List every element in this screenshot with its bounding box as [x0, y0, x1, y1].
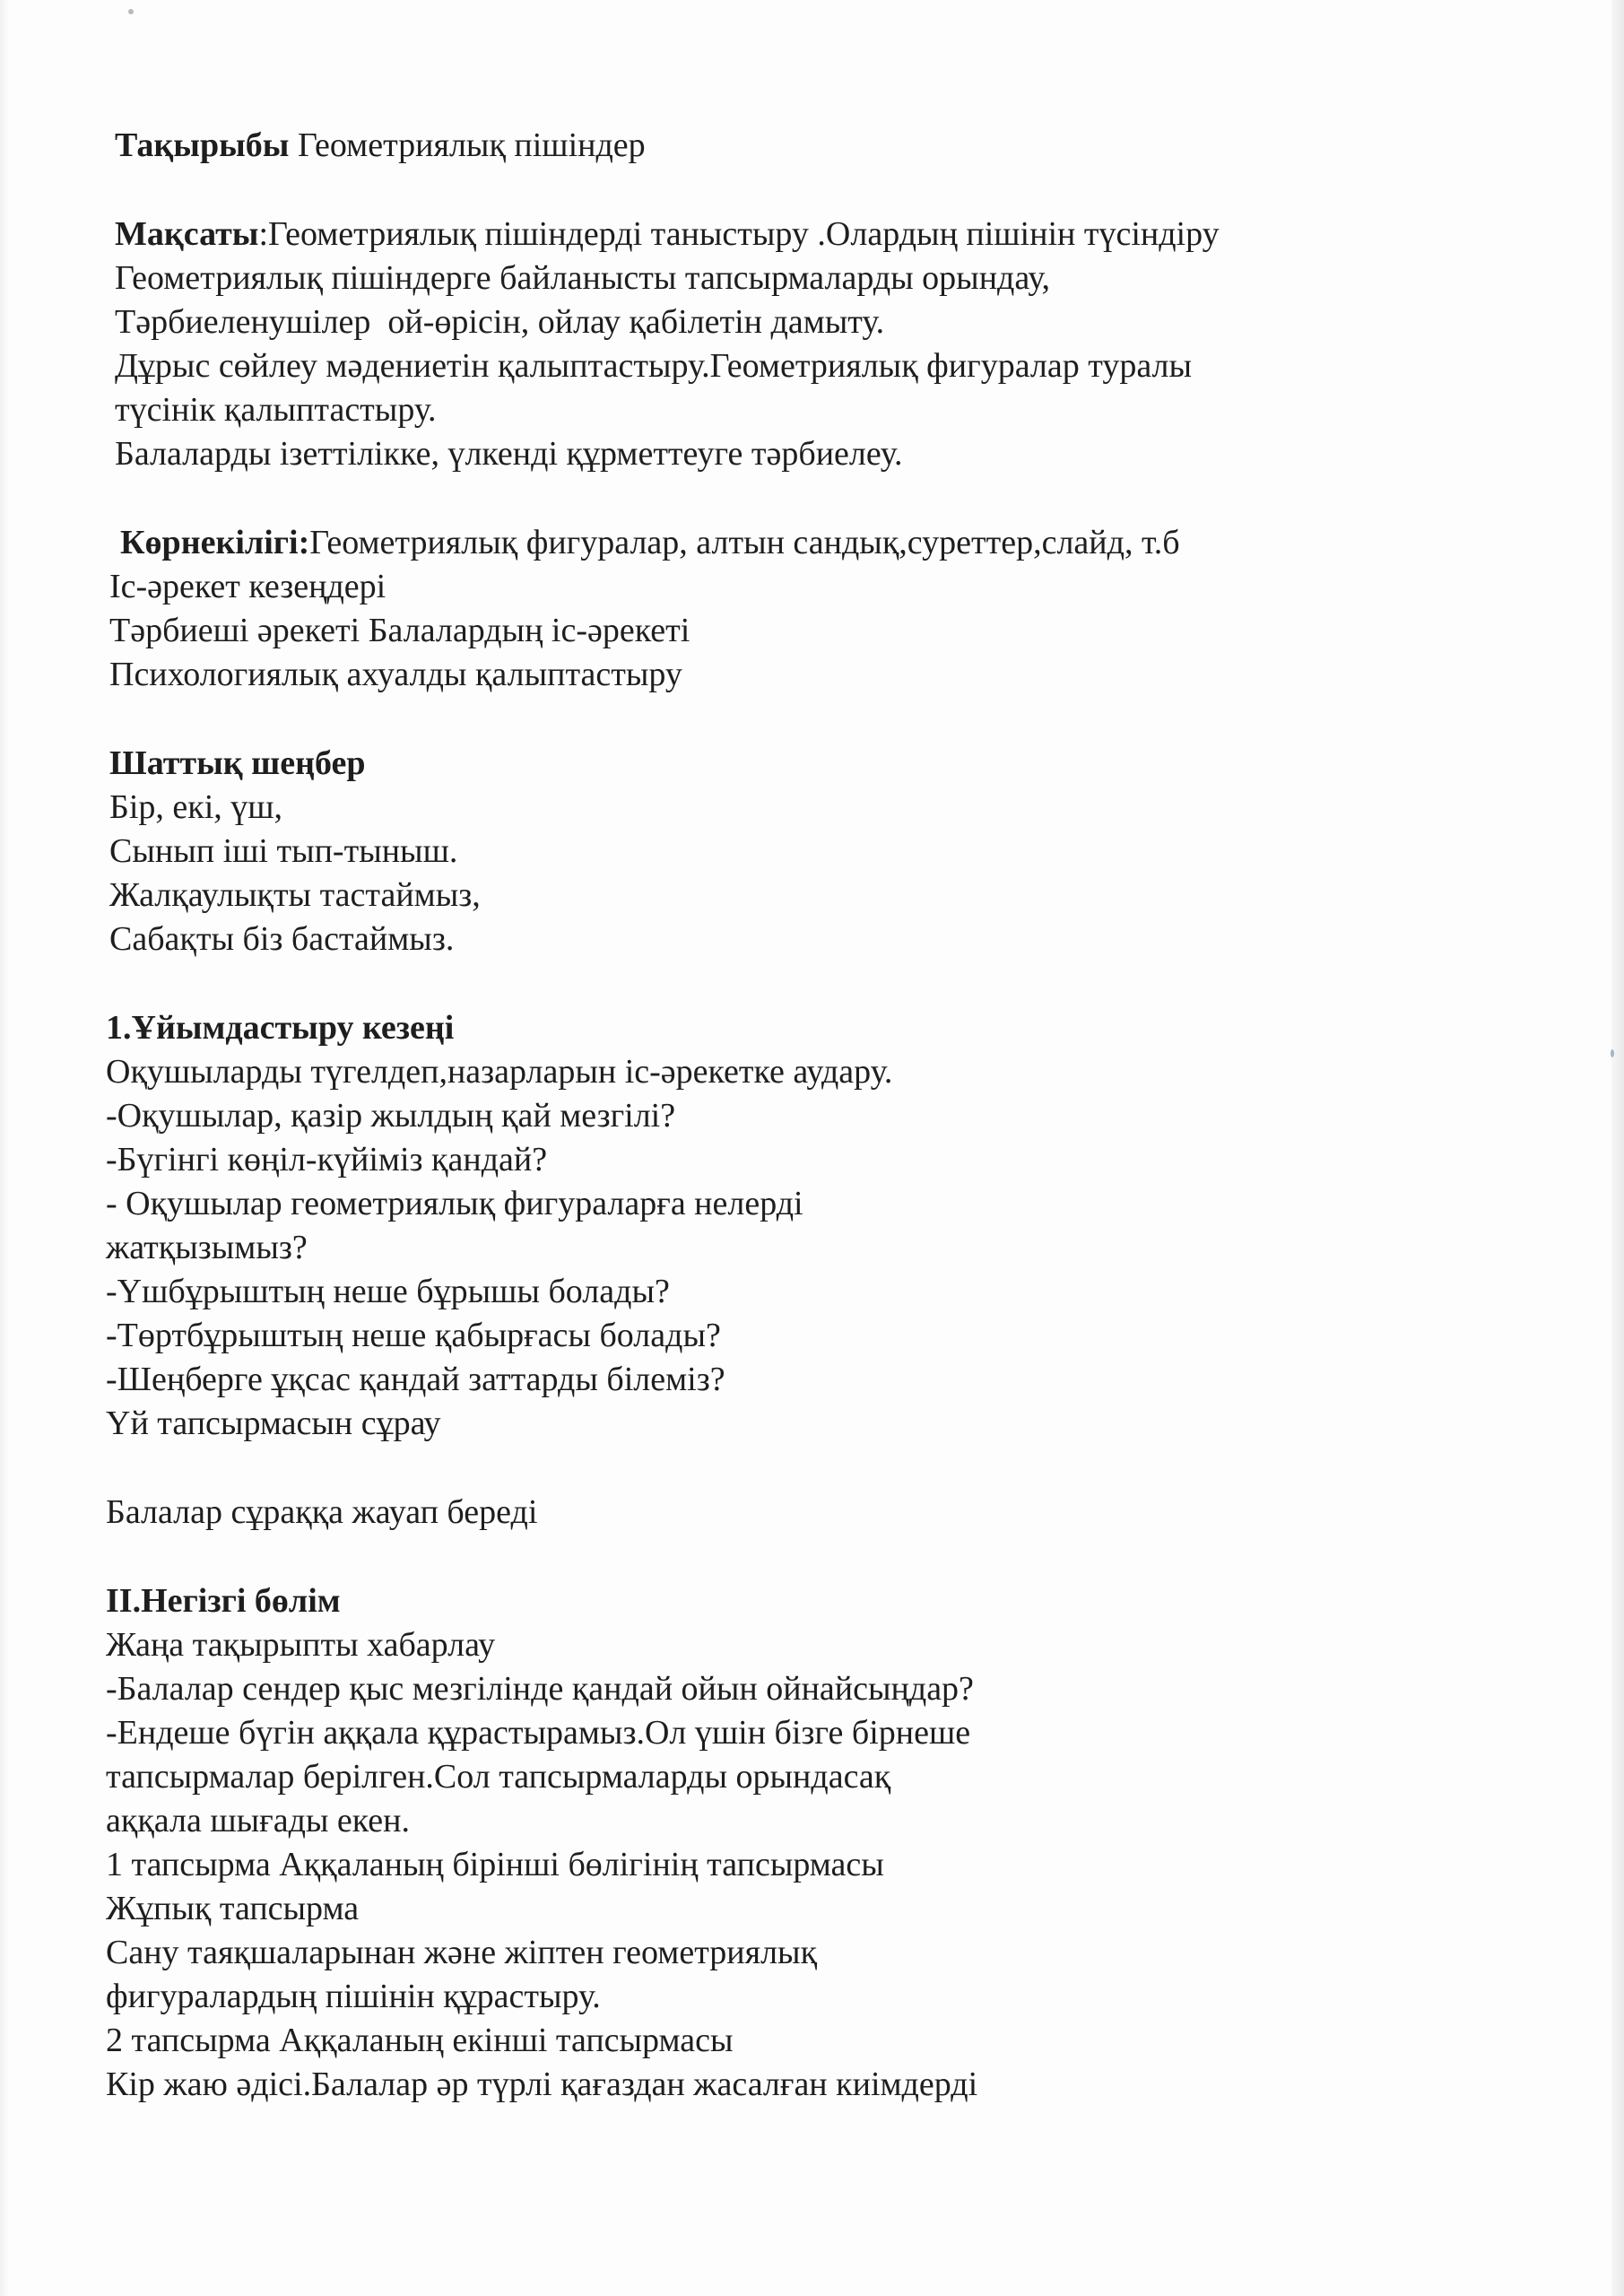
spacer	[106, 476, 1541, 517]
goals-line: Балаларды ізеттілікке, үлкенді құрметтеуге тәрбиелеу.	[115, 435, 903, 473]
section2-line: Жұпық тапсырма	[106, 1890, 360, 1927]
section1-line: -Үшбұрыштың неше бұрышы болады?	[106, 1273, 670, 1310]
spacer	[106, 1446, 1541, 1487]
circle-line: Сынып іші тып-тыныш.	[109, 832, 458, 870]
spacer	[106, 961, 1541, 1003]
circle-title	[106, 742, 1541, 786]
section1-line: -Төртбұрыштың неше қабырғасы болады?	[106, 1317, 721, 1354]
visuals-line: Психологиялық ахуалды қалыптастыру	[109, 656, 682, 693]
circle-line: Бір, екі, үш,	[109, 788, 283, 826]
section1-title	[106, 1006, 1541, 1050]
section2-line: тапсырмалар берілген.Сол тапсырмаларды орындасақ	[106, 1758, 891, 1796]
circle-line: Сабақты біз бастаймыз.	[109, 920, 455, 958]
section1-line: -Оқушылар, қазір жылдың қай мезгілі?	[106, 1097, 676, 1135]
visuals-label: Көрнекілігі:	[120, 524, 310, 561]
section1-line: -Бүгінгі көңіл-күйіміз қандай?	[106, 1141, 548, 1178]
section2-title	[106, 1579, 1541, 1623]
document-body	[106, 124, 1541, 2107]
visuals-line: Іс-әрекет кезеңдері	[109, 568, 386, 605]
goals-line: Тәрбиеленушілер ой-өрісін, ойлау қабілетін дамыту.	[115, 303, 885, 341]
visuals-line: Тәрбиеші әрекеті Балалардың іс-әрекеті	[109, 612, 690, 649]
section2-line: -Балалар сендер қыс мезгілінде қандай ойын ойнайсыңдар?	[106, 1670, 974, 1708]
section2-line: 2 тапсырма Аққаланың екінші тапсырмасы	[106, 2022, 734, 2059]
section1-line: Оқушыларды түгелдеп,назарларын іс-әрекетке аудару.	[106, 1053, 893, 1091]
section2-line: Жаңа тақырыпты хабарлау	[106, 1626, 496, 1664]
section1-line: -Шеңберге ұқсас қандай заттарды білеміз?	[106, 1361, 725, 1398]
visuals-first: Геометриялық фигуралар, алтын сандық,суреттер,слайд, т.б	[309, 524, 1180, 561]
goals-line: Геометриялық пішіндерге байланысты тапсырмаларды орындау,	[115, 259, 1051, 297]
section1-line: - Оқушылар геометриялық фигураларға нелерді	[106, 1185, 803, 1222]
scan-edge-left	[0, 0, 9, 2296]
goals-line: түсінік қалыптастыру.	[115, 391, 437, 429]
section2-title-text: ІІ.Негізгі бөлім	[106, 1582, 341, 1620]
topic-line	[106, 124, 1541, 168]
topic-text: Геометриялық пішіндер	[297, 126, 646, 164]
spacer	[106, 168, 1541, 209]
spacer	[106, 1535, 1541, 1576]
section2-line: -Ендеше бүгін аққала құрастырамыз.Ол үшін бізге бірнеше	[106, 1714, 971, 1752]
section1-line: жатқызымыз?	[106, 1229, 308, 1266]
section2-line: аққала шығады екен.	[106, 1802, 411, 1839]
scan-speck	[128, 9, 134, 14]
scan-speck	[1611, 1049, 1614, 1057]
goals-line: Дұрыс сөйлеу мәдениетін қалыптастыру.Геометриялық фигуралар туралы	[115, 347, 1193, 385]
section1-answer: Балалар сұраққа жауап береді	[106, 1493, 538, 1531]
section1-title-text: 1.Ұйымдастыру кезеңі	[106, 1009, 455, 1047]
scan-edge-right	[1611, 0, 1624, 2296]
section2-line: Сану таяқшаларынан және жіптен геометриялық	[106, 1934, 818, 1971]
topic-label: Тақырыбы	[115, 126, 290, 164]
section2-line: фигуралардың пішінін құрастыру.	[106, 1978, 601, 2015]
spacer	[106, 697, 1541, 738]
section2-line: Кір жаю әдісі.Балалар әр түрлі қағаздан жасалған киімдерді	[106, 2066, 978, 2103]
visuals-line	[106, 521, 1541, 565]
circle-line: Жалқаулықты тастаймыз,	[109, 876, 481, 914]
section2-line: 1 тапсырма Аққаланың бірінші бөлігінің тапсырмасы	[106, 1846, 884, 1883]
goals-line	[106, 213, 1541, 257]
goals-first: :Геометриялық пішіндерді таныстыру .Олардың пішінін түсіндіру	[258, 215, 1220, 253]
circle-title-text: Шаттық шеңбер	[109, 744, 366, 782]
section1-line: Үй тапсырмасын сұрау	[106, 1405, 441, 1442]
goals-label: Мақсаты	[115, 215, 259, 253]
